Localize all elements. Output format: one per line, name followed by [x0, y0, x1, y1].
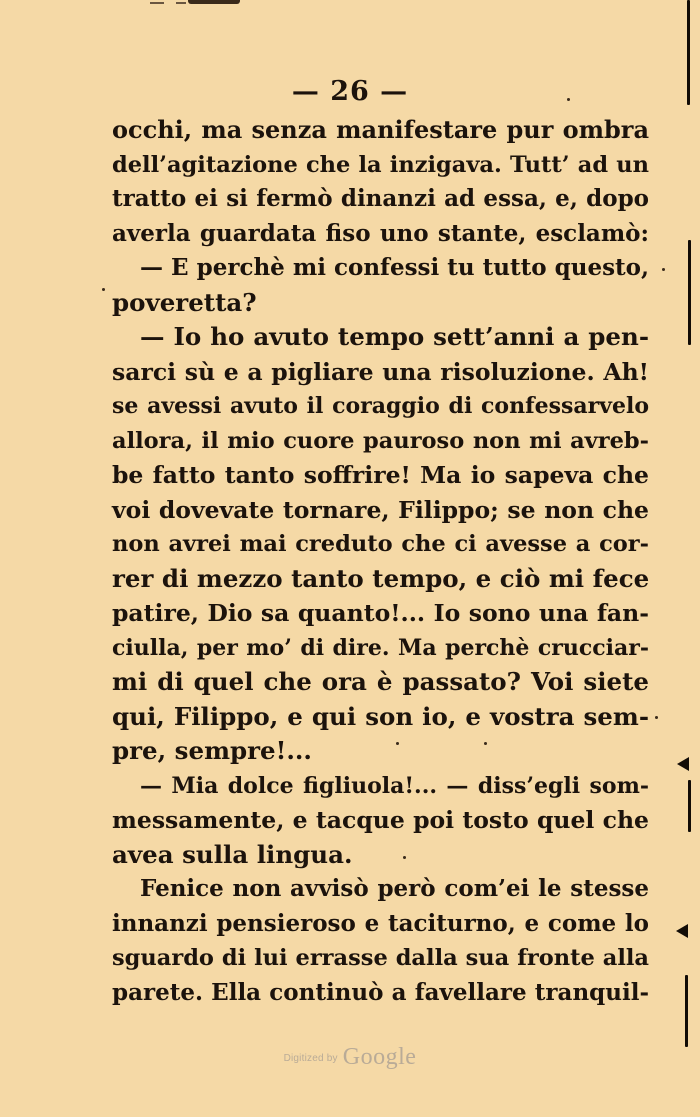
text-line: tratto ei si fermò dinanzi ad essa, e, dopo: [112, 185, 649, 212]
text-line: — Io ho avuto tempo sett’anni a pen-: [140, 322, 649, 351]
text-line: occhi, ma senza manifestare pur ombra: [112, 115, 649, 144]
top-dash-right: [176, 2, 186, 4]
text-line: voi dovevate tornare, Filippo; se non che: [112, 495, 649, 524]
top-dash-left: [150, 2, 164, 4]
text-line: parete. Ella continuò a favellare tranquil-: [112, 978, 649, 1006]
top-rule: [188, 0, 240, 4]
text-line: be fatto tanto soffrire! Ma io sapeva che: [112, 461, 649, 489]
ink-speck: [662, 268, 665, 271]
margin-arrow-mark-upper: [677, 757, 689, 771]
ink-speck: [655, 716, 658, 719]
text-line: dell’agitazione che la inzigava. Tutt’ ad un: [112, 151, 649, 178]
text-line: — E perchè mi confessi tu tutto questo,: [140, 254, 649, 281]
text-line: pre, sempre!...: [112, 736, 312, 765]
page-number: — 26 —: [291, 76, 409, 107]
text-line: messamente, e tacque poi tosto quel che: [112, 806, 649, 834]
text-line: innanzi pensieroso e taciturno, e come lo: [112, 909, 649, 937]
text-line: averla guardata fiso uno stante, esclamò:: [112, 219, 649, 247]
text-line: allora, il mio cuore pauroso non mi avreb-: [112, 427, 649, 454]
text-line: mi di quel che ora è passato? Voi siete: [112, 667, 649, 696]
margin-arrow-mark-lower: [676, 924, 688, 938]
ink-speck: [102, 288, 105, 291]
text-line: rer di mezzo tanto tempo, e ciò mi fece: [112, 563, 650, 593]
right-margin-rule-bottom: [685, 975, 688, 1047]
right-margin-rule-lower: [688, 780, 691, 832]
text-line: poveretta?: [112, 287, 257, 317]
body-text: [112, 113, 649, 1010]
text-line: sguardo di lui errasse dalla sua fronte alla: [112, 945, 649, 971]
text-line: se avessi avuto il coraggio di confessarvelo: [112, 393, 649, 419]
text-line: qui, Filippo, e qui son io, e vostra sem-: [112, 701, 649, 731]
text-line: — Mia dolce figliuola!... — diss’egli som-: [140, 772, 649, 799]
right-margin-rule-middle: [688, 240, 691, 345]
google-wordmark: Google: [342, 1044, 417, 1070]
text-line: avea sulla lingua.: [112, 839, 353, 869]
text-line: patire, Dio sa quanto!... Io sono una fan-: [112, 599, 649, 627]
text-line: ciulla, per mo’ di dire. Ma perchè crucciar-: [112, 634, 649, 661]
text-line: non avrei mai creduto che ci avesse a cor-: [112, 531, 649, 557]
digitized-by-label: Digitized by: [283, 1053, 338, 1064]
text-line: sarci sù e a pigliare una risoluzione. Ah!: [112, 357, 649, 386]
digitization-watermark: [0, 1044, 700, 1071]
text-line: Fenice non avvisò però com’ei le stesse: [140, 875, 649, 902]
